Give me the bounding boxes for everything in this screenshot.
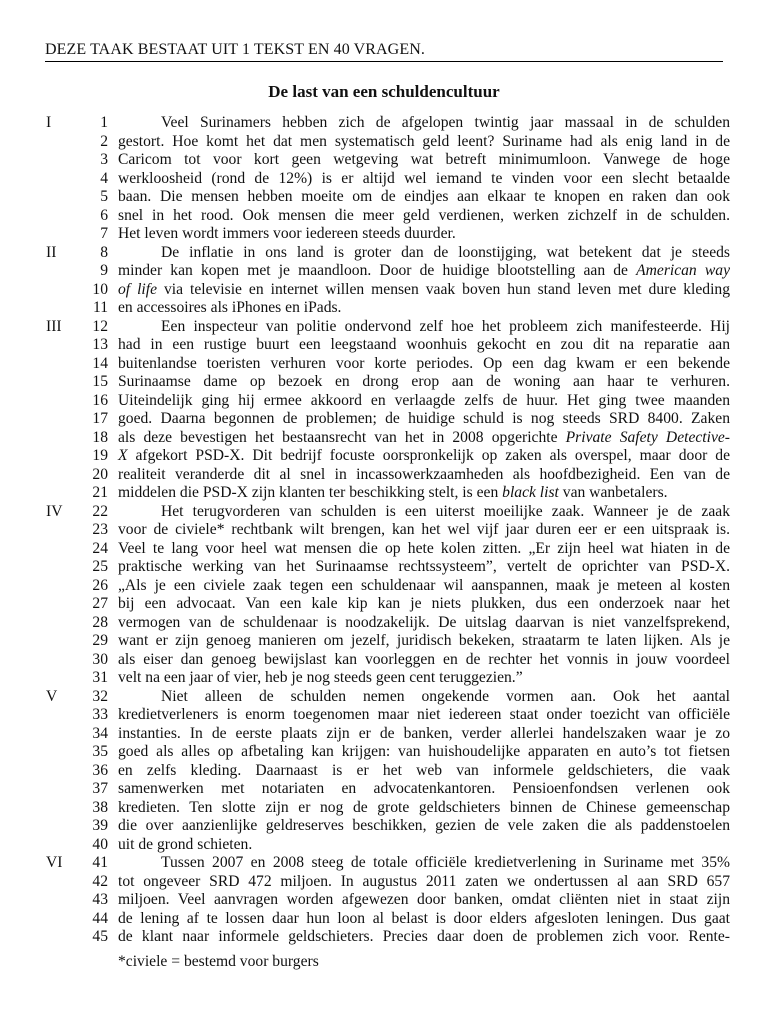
line-number: 3 — [100, 151, 108, 168]
line-number: 24 — [92, 539, 108, 557]
line-number: 14 — [92, 354, 108, 372]
italic-phrase: black list — [502, 484, 559, 501]
text-line — [0, 170, 768, 189]
text-segment: Veel Surinamers hebben zich de afgelopen twintig jaar massaal in de schulden — [161, 114, 730, 131]
line-text — [118, 170, 730, 189]
line-text — [118, 743, 730, 762]
line-number: 6 — [100, 206, 108, 224]
line-number: 12 — [92, 317, 108, 335]
text-segment: voor de civiele* rechtbank wilt brengen, kan het wel vijf jaar duren eer er een uitspraak is. — [118, 521, 730, 538]
line-number: 5 — [100, 188, 108, 205]
text-line — [0, 873, 768, 892]
text-line — [0, 743, 768, 762]
text-segment: Het terugvorderen van schulden is een uiterst moeilijke zaak. Wanneer je de zaak — [161, 502, 730, 520]
line-number: 23 — [92, 521, 108, 538]
text-segment: velt na een jaar of vier, heb je nog steeds geen cent teruggezien.” — [118, 669, 523, 686]
text-segment: via televisie en internet willen mensen vaak boven hun stand leven met dure kleding — [157, 280, 730, 298]
text-line — [0, 780, 768, 799]
line-text — [118, 614, 730, 633]
text-segment: afgekort PSD-X. Dit bedrijf focuste oorspronkelijk op zaken als overspel, maar door de — [127, 447, 730, 464]
line-text — [118, 854, 730, 873]
text-segment: vermogen van de schuldenaar is noodzakelijk. De uitslag daarvan is niet vanzelfsprekend, — [118, 613, 730, 631]
line-text — [118, 429, 730, 448]
text-line — [0, 706, 768, 725]
line-number: 32 — [92, 687, 108, 705]
line-text — [118, 688, 730, 707]
text-line — [0, 725, 768, 744]
text-line — [0, 355, 768, 374]
text-line — [0, 669, 768, 688]
text-line — [0, 521, 768, 540]
line-number: 17 — [92, 410, 108, 427]
text-segment: buitenlandse toeristen verhuren voor korte periodes. Op een dag kwam er een bekende — [118, 354, 730, 372]
footnote: *civiele = bestemd voor burgers — [118, 953, 319, 970]
line-number: 20 — [92, 465, 108, 483]
line-text — [118, 762, 730, 781]
text-line — [0, 410, 768, 429]
line-number: 39 — [92, 817, 108, 834]
text-segment: als deze bevestigen het bestaansrecht van het in 2008 opgerichte — [118, 428, 566, 446]
text-segment: die over aanzienlijke geldreserves beschikken, gezien de vele zaken die als paddenstoelen — [118, 817, 730, 834]
text-line — [0, 336, 768, 355]
line-number: 8 — [100, 243, 108, 261]
text-line — [0, 817, 768, 836]
line-number: 22 — [92, 502, 108, 520]
text-segment: uit de grond schieten. — [118, 835, 253, 853]
text-line — [0, 928, 768, 947]
line-text — [118, 281, 730, 300]
line-number: 25 — [92, 558, 108, 575]
text-line — [0, 854, 768, 873]
text-segment: als eiser dan genoeg bewijslast kan voorleggen en de rechter het vonnis in jouw voordeel — [118, 650, 730, 668]
line-text — [118, 336, 730, 355]
line-text — [118, 836, 730, 855]
line-number: 28 — [92, 613, 108, 631]
text-line — [0, 688, 768, 707]
line-text — [118, 262, 730, 281]
line-text — [118, 299, 730, 318]
line-number: 4 — [100, 169, 108, 187]
text-line — [0, 392, 768, 411]
line-text — [118, 410, 730, 429]
line-number: 26 — [92, 576, 108, 594]
text-line — [0, 244, 768, 263]
italic-phrase: of life — [118, 280, 158, 298]
text-segment: De inflatie in ons land is groter dan de loonstijging, wat betekent dat je steeds — [161, 243, 730, 261]
line-number: 42 — [92, 872, 108, 890]
text-segment: praktische werking van het Surinaamse rechtssysteem”, vertelt de oprichter van PSD-X. — [118, 558, 730, 575]
line-number: 13 — [92, 336, 108, 353]
line-number: 15 — [92, 373, 108, 390]
line-number: 36 — [92, 761, 108, 779]
line-text — [118, 817, 730, 836]
line-number: 45 — [92, 928, 108, 945]
article-body — [0, 114, 768, 947]
line-number: 10 — [92, 280, 108, 298]
line-text — [118, 447, 730, 466]
text-segment: „Als je een civiele zaak tegen een schuldenaar wil aanspannen, maak je meteen al kosten — [118, 576, 730, 594]
italic-phrase: X — [118, 447, 128, 464]
text-segment: en accessoires als iPhones en iPads. — [118, 299, 342, 316]
line-text — [118, 151, 730, 170]
text-line — [0, 836, 768, 855]
line-text — [118, 225, 730, 244]
text-line — [0, 558, 768, 577]
line-text — [118, 873, 730, 892]
line-number: 31 — [92, 669, 108, 686]
text-segment: minder kan kopen met je maandloon. Door de huidige blootstelling aan de — [118, 262, 637, 279]
line-number: 19 — [92, 447, 108, 464]
line-text — [118, 632, 730, 651]
line-number: 35 — [92, 743, 108, 760]
section-marker: II — [46, 243, 57, 261]
text-segment: kredietverleners is enorm toegenomen maar niet iedereen staat onder toezicht van officiële — [118, 706, 730, 723]
line-text — [118, 188, 730, 207]
line-number: 33 — [92, 706, 108, 723]
line-number: 38 — [92, 798, 108, 816]
text-segment: baan. Die mensen hebben moeite om de eindjes aan elkaar te knopen en raken dan ook — [118, 188, 730, 205]
line-number: 9 — [100, 262, 108, 279]
line-text — [118, 521, 730, 540]
section-marker: IV — [46, 502, 63, 520]
line-text — [118, 392, 730, 411]
text-segment: de lening af te lossen daar hun loon al belast is door elders afgesloten leningen. Dus gaat — [118, 909, 730, 927]
line-number: 30 — [92, 650, 108, 668]
line-text — [118, 114, 730, 133]
line-text — [118, 466, 730, 485]
line-text — [118, 484, 730, 503]
text-line — [0, 910, 768, 929]
text-line — [0, 466, 768, 485]
line-text — [118, 651, 730, 670]
line-number: 21 — [92, 484, 108, 501]
text-segment: de klant naar informele geldschieters. Precies daar doen de problemen zich voor. Rente- — [118, 928, 730, 945]
text-segment: Het leven wordt immers voor iedereen steeds duurder. — [118, 225, 456, 242]
line-text — [118, 558, 730, 577]
line-text — [118, 133, 730, 152]
section-marker: I — [46, 114, 52, 131]
text-line — [0, 651, 768, 670]
text-line — [0, 429, 768, 448]
text-line — [0, 373, 768, 392]
line-text — [118, 318, 730, 337]
line-number: 18 — [92, 428, 108, 446]
text-line — [0, 207, 768, 226]
text-segment: Caricom tot voor kort geen wetgeving wat betreft minimumloon. Vanwege de hoge — [118, 151, 730, 168]
line-text — [118, 706, 730, 725]
text-line — [0, 484, 768, 503]
text-segment: goed. Daarna begonnen de problemen; de huidige schuld is nog steeds SRD 8400. Zaken — [118, 410, 730, 427]
text-line — [0, 762, 768, 781]
line-number: 34 — [92, 724, 108, 742]
text-segment: tot ongeveer SRD 472 miljoen. In augustus 2011 zaten we ondertussen al aan SRD 657 — [118, 872, 730, 890]
text-segment: middelen die PSD-X zijn klanten ter beschikking stelt, is een — [118, 484, 503, 501]
text-line — [0, 632, 768, 651]
line-text — [118, 503, 730, 522]
text-segment: gestort. Hoe komt het dat men systematisch geld leent? Suriname had als enig land in de — [118, 132, 730, 150]
text-segment: van wanbetalers. — [558, 484, 668, 501]
line-text — [118, 910, 730, 929]
text-line — [0, 262, 768, 281]
text-line — [0, 540, 768, 559]
line-number: 2 — [100, 132, 108, 150]
text-line — [0, 151, 768, 170]
text-segment: Een inspecteur van politie ondervond zelf hoe het probleem zich manifesteerde. Hij — [161, 317, 730, 335]
line-text — [118, 891, 730, 910]
italic-phrase: American way — [636, 262, 730, 279]
text-segment: werkloosheid (rond de 12%) is er altijd wel iemand te vinden voor een slecht betaalde — [118, 169, 730, 187]
section-marker: VI — [46, 854, 63, 871]
text-line — [0, 577, 768, 596]
text-segment: Veel te lang voor heel wat mensen die op hete kolen zitten. „Er zijn heel wat hiaten in de — [118, 539, 730, 557]
line-number: 29 — [92, 632, 108, 649]
text-line — [0, 225, 768, 244]
line-number: 40 — [92, 835, 108, 853]
line-text — [118, 540, 730, 559]
text-segment: bij een advocaat. Van een kale kip kan je niets plukken, dus een onderzoek naar het — [118, 595, 730, 612]
text-line — [0, 614, 768, 633]
text-segment: goed als alles op afbetaling kan krijgen: van huishoudelijke apparaten en auto’s tot fietsen — [118, 743, 730, 760]
text-line — [0, 799, 768, 818]
text-segment: snel in het rood. Ook mensen die meer geld verdienen, werken zichzelf in de schulden. — [118, 206, 730, 224]
line-number: 37 — [92, 780, 108, 797]
line-text — [118, 595, 730, 614]
line-number: 11 — [92, 299, 108, 316]
text-segment: en zelfs kleding. Daarnaast is er het web van informele geldschieters, die vaak — [118, 761, 730, 779]
text-line — [0, 891, 768, 910]
line-text — [118, 577, 730, 596]
text-segment: Tussen 2007 en 2008 steeg de totale officiële kredietverlening in Suriname met 35% — [161, 854, 730, 871]
line-number: 7 — [100, 225, 108, 242]
article-title: De last van een schuldencultuur — [268, 82, 500, 101]
text-segment: realiteit veranderde dit al snel in incassowerkzaamheden als hoofdbezigheid. Een van de — [118, 465, 730, 483]
text-line — [0, 503, 768, 522]
text-segment: had in een rustige buurt een leegstaand woonhuis gekocht en zou dit na reparatie aan — [118, 336, 730, 353]
text-line — [0, 114, 768, 133]
line-text — [118, 725, 730, 744]
text-line — [0, 447, 768, 466]
line-number: 1 — [100, 114, 108, 131]
exam-header: DEZE TAAK BESTAAT UIT 1 TEKST EN 40 VRAGEN. — [45, 40, 723, 62]
text-segment: samenwerken met notariaten en advocatenkantoren. Pensioenfondsen verlenen ook — [118, 780, 730, 797]
line-text — [118, 799, 730, 818]
line-number: 44 — [92, 909, 108, 927]
text-segment: miljoen. Veel aanvragen worden afgewezen door banken, omdat cliënten niet in staat zijn — [118, 891, 730, 908]
line-text — [118, 244, 730, 263]
text-line — [0, 318, 768, 337]
text-segment: Uiteindelijk ging hij ermee akkoord en verlaagde zelfs de huur. Het ging twee maanden — [118, 391, 730, 409]
text-segment: Niet alleen de schulden nemen ongekende vormen aan. Ook het aantal — [161, 687, 730, 705]
line-text — [118, 780, 730, 799]
text-line — [0, 281, 768, 300]
text-segment: instanties. In de eerste plaats zijn er de banken, verder allerlei handelszaken waar je zo — [118, 724, 730, 742]
line-text — [118, 355, 730, 374]
line-number: 16 — [92, 391, 108, 409]
line-number: 41 — [92, 854, 108, 871]
section-marker: V — [46, 687, 58, 705]
line-text — [118, 669, 730, 688]
line-number: 27 — [92, 595, 108, 612]
text-line — [0, 299, 768, 318]
text-segment: Surinaamse dame op bezoek en drong erop aan de woning aan haar te verhuren. — [118, 373, 730, 390]
italic-phrase: Private Safety Detective- — [565, 428, 730, 446]
text-segment: want er zijn genoeg manieren om jezelf, juridisch bekeken, straatarm te laten lijken. Als je — [118, 632, 730, 649]
line-text — [118, 373, 730, 392]
line-text — [118, 928, 730, 947]
text-line — [0, 595, 768, 614]
text-line — [0, 188, 768, 207]
line-text — [118, 207, 730, 226]
line-number: 43 — [92, 891, 108, 908]
text-line — [0, 133, 768, 152]
text-segment: kredieten. Ten slotte zijn er nog de grote geldschieters binnen de Chinese gemeenschap — [118, 798, 730, 816]
section-marker: III — [46, 317, 62, 335]
